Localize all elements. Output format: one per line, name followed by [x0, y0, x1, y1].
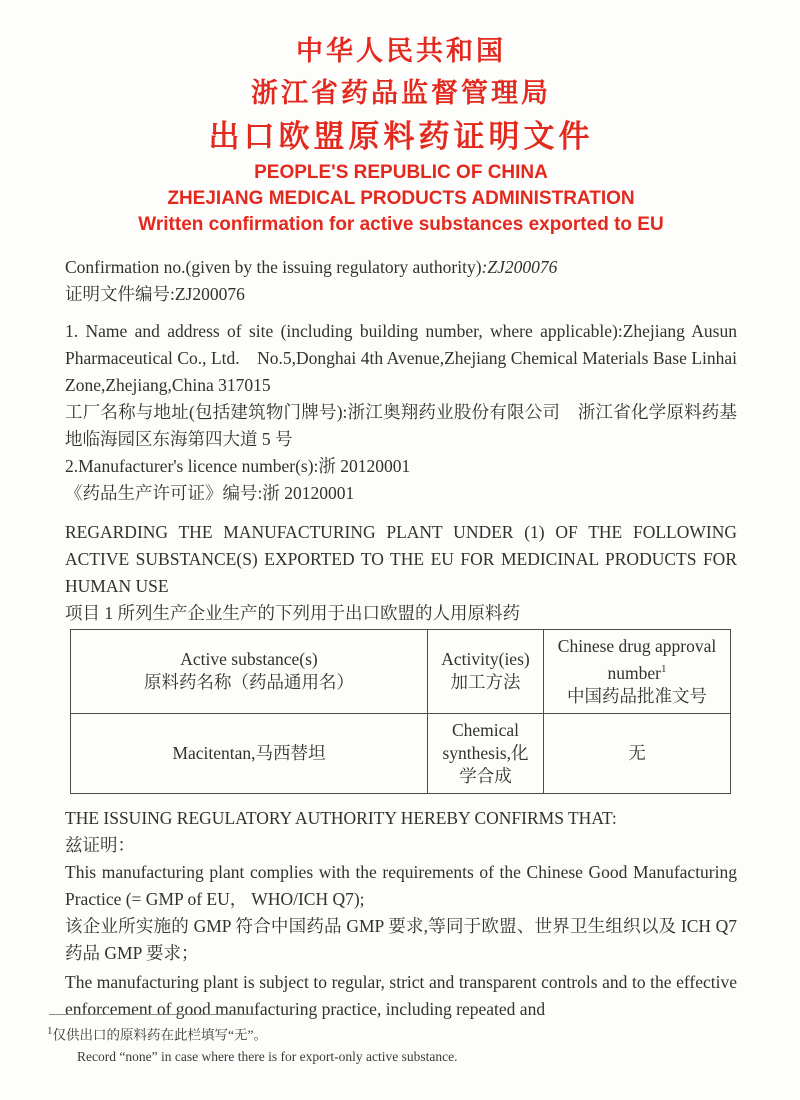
footnote-line-en: Record “none” in case where there is for export-only active substance.: [77, 1048, 458, 1064]
header-cn-doc-title: 出口欧盟原料药证明文件: [208, 119, 594, 154]
col-header-approval-number-en: Chinese drug approval number: [557, 636, 717, 683]
header-en-authority: ZHEJIANG MEDICAL PRODUCTS ADMINISTRATION: [167, 188, 635, 209]
cell-activity: Chemical synthesis,化学合成: [428, 713, 544, 793]
licence-number-cn: 《药品生产许可证》编号:浙 20120001: [65, 483, 355, 503]
col-header-approval-number: [544, 630, 731, 714]
licence-number-block: [65, 453, 737, 507]
cell-approval-number: 无: [544, 713, 731, 793]
authority-confirms-en: THE ISSUING REGULATORY AUTHORITY HEREBY CONFIRMS THAT:: [65, 807, 617, 828]
confirmation-number-block: [65, 254, 737, 308]
authority-confirms-cn: 兹证明：: [65, 834, 135, 855]
gmp-compliance-cn: 该企业所实施的 GMP 符合中国药品 GMP 要求,等同于欧盟、世界卫生组织以及 ICH Q7 药品 GMP 要求；: [65, 915, 737, 963]
footnote-divider: [49, 1014, 256, 1015]
regarding-en: REGARDING THE MANUFACTURING PLANT UNDER (1) OF THE FOLLOWING ACTIVE SUBSTANCE(S) EXPORTED TO THE EU FOR MEDICINAL PRODUCTS FOR HUMAN USE: [65, 522, 737, 596]
header-en-doc-title: Written confirmation for active substances exported to EU: [138, 214, 664, 235]
footnote-block: [47, 1014, 667, 1067]
col-header-activity-cn: 加工方法: [450, 672, 521, 693]
controls-paragraph-en: The manufacturing plant is subject to regular, strict and transparent controls and to the effective enforcement of good manufacturing practice, including repeated and: [65, 971, 737, 1019]
confirmation-number-en: [65, 254, 737, 281]
document-header: [65, 30, 737, 238]
regarding-block: [65, 519, 737, 627]
col-header-approval-number-cn: 中国药品批准文号: [567, 685, 707, 706]
licence-number-en: 2.Manufacturer's licence number(s):浙 20120001: [65, 456, 411, 476]
col-header-activity-en: Activity(ies): [441, 649, 530, 670]
header-cn-country: 中华人民共和国: [296, 36, 506, 66]
table-row: [71, 713, 731, 793]
authority-confirms-block: [65, 805, 737, 967]
regarding-cn: 项目 1 所列生产企业生产的下列用于出口欧盟的人用原料药: [65, 603, 520, 623]
confirmation-label: Confirmation no.: [65, 257, 186, 277]
footnote-line-cn: [47, 1021, 667, 1046]
col-header-activity: [428, 630, 544, 714]
header-en-country: PEOPLE'S REPUBLIC OF CHINA: [254, 162, 548, 183]
col-header-active-substance: [71, 630, 428, 714]
table-header-row: [71, 630, 731, 714]
confirmation-note: (given by the issuing regulatory authority): [185, 257, 482, 277]
header-cn-authority: 浙江省药品监督管理局: [251, 78, 551, 108]
active-substance-table: [70, 629, 731, 794]
footnote-cn-text: 仅供出口的原料药在此栏填写“无”。: [52, 1027, 267, 1043]
gmp-compliance-en: This manufacturing plant complies with the requirements of the Chinese Good Manufacturing Practice (= GMP of EU， WHO/ICH Q7);: [65, 861, 737, 909]
confirmation-number-cn: 证明文件编号:ZJ200076: [65, 284, 245, 304]
confirmation-value: :ZJ200076: [481, 257, 558, 277]
site-name-address-en: 1. Name and address of site (including building number, where applicable):Zhejiang Ausun Pharmaceutical Co., Ltd. No.5,Donghai 4th Avenue,Zhejiang Chemical Materials Base Linhai Zone,Zhejiang,China 317015: [65, 321, 737, 395]
footnote-marker: 1: [660, 663, 667, 675]
col-header-active-substance-cn: 原料药名称（药品通用名）: [144, 672, 354, 693]
col-header-active-substance-en: Active substance(s): [180, 649, 318, 670]
site-name-address-cn: 工厂名称与地址(包括建筑物门牌号):浙江奥翔药业股份有限公司 浙江省化学原料药基地临海园区东海第四大道 5 号: [65, 402, 737, 449]
site-name-address-block: [65, 318, 737, 453]
footnote-sup: 1: [47, 1025, 53, 1037]
cell-active-substance: Macitentan,马西替坦: [71, 713, 428, 793]
